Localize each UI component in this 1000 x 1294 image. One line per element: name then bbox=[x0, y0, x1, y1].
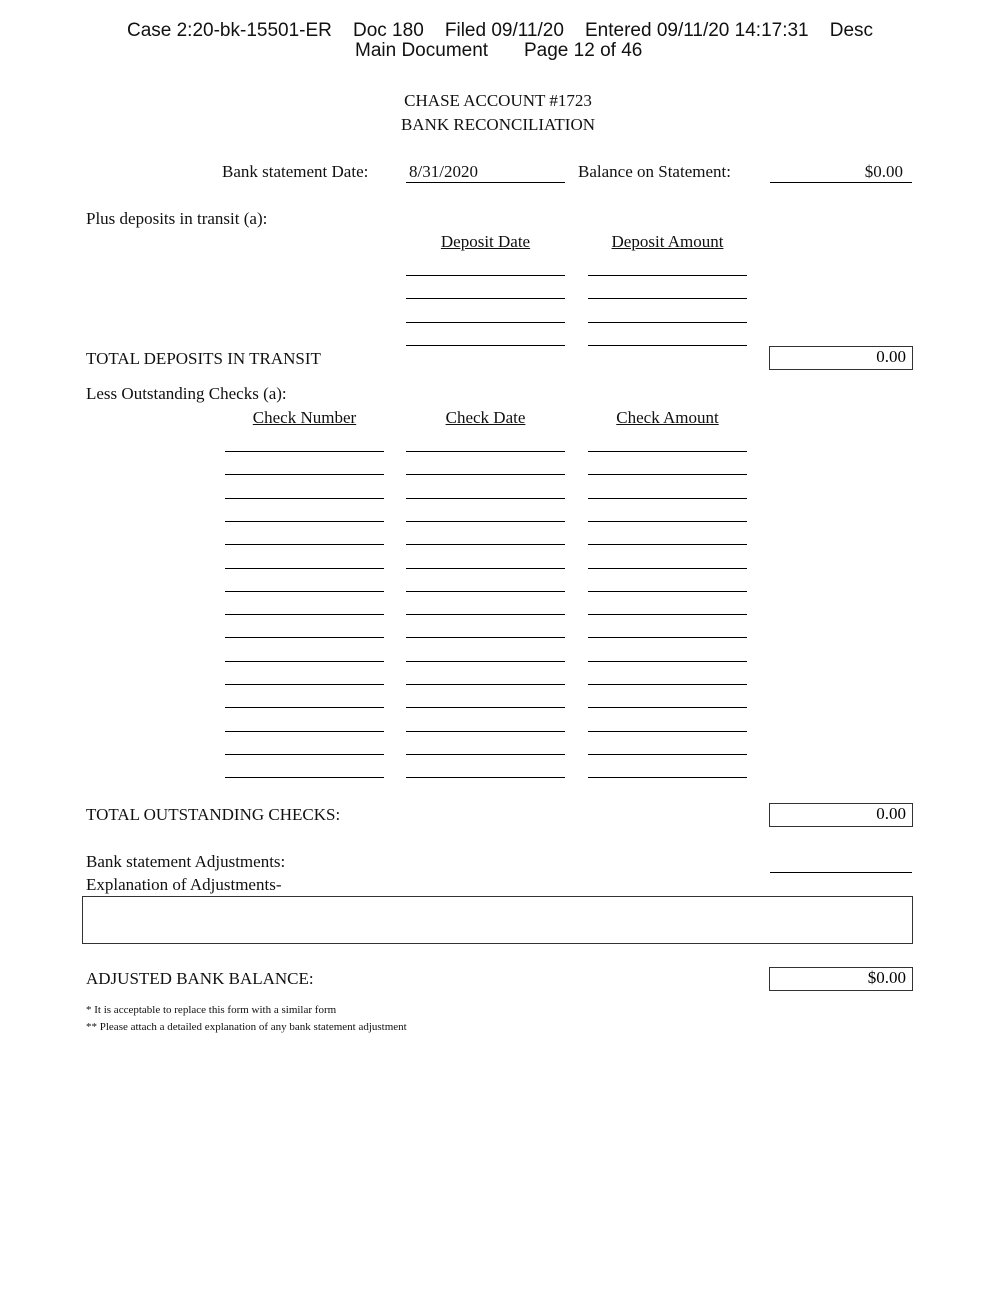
check-number-line bbox=[225, 707, 384, 708]
outstanding-checks-label: Less Outstanding Checks (a): bbox=[86, 384, 287, 403]
footnote-2: ** Please attach a detailed explanation of any bank statement adjustment bbox=[86, 1021, 407, 1033]
check-amount-header: Check Amount bbox=[616, 408, 719, 427]
deposit-amount-header: Deposit Amount bbox=[611, 232, 724, 251]
check-date-line bbox=[406, 731, 565, 732]
check-amount-line bbox=[588, 498, 747, 499]
check-date-line bbox=[406, 777, 565, 778]
check-amount-line bbox=[588, 754, 747, 755]
check-number-line bbox=[225, 754, 384, 755]
check-amount-line bbox=[588, 661, 747, 662]
check-date-line bbox=[406, 707, 565, 708]
adjustments-value-line bbox=[770, 872, 912, 873]
main-document-label: Main Document bbox=[355, 40, 489, 61]
check-number-line bbox=[225, 637, 384, 638]
account-title: CHASE ACCOUNT #1723 bbox=[404, 91, 592, 110]
check-amount-line bbox=[588, 521, 747, 522]
check-amount-line bbox=[588, 568, 747, 569]
check-date-line bbox=[406, 451, 565, 452]
check-date-line bbox=[406, 544, 565, 545]
balance-underline bbox=[770, 182, 912, 183]
check-number-line bbox=[225, 731, 384, 732]
check-number-header: Check Number bbox=[252, 408, 357, 427]
deposit-date-line bbox=[406, 275, 565, 276]
check-amount-line bbox=[588, 707, 747, 708]
deposit-date-line bbox=[406, 322, 565, 323]
check-number-line bbox=[225, 591, 384, 592]
check-amount-line bbox=[588, 684, 747, 685]
check-amount-line bbox=[588, 591, 747, 592]
check-date-line bbox=[406, 591, 565, 592]
check-amount-line bbox=[588, 614, 747, 615]
check-date-line bbox=[406, 684, 565, 685]
check-date-header: Check Date bbox=[445, 408, 526, 427]
check-amount-line bbox=[588, 451, 747, 452]
check-date-line bbox=[406, 474, 565, 475]
adjusted-bank-balance-label: ADJUSTED BANK BALANCE: bbox=[86, 969, 314, 988]
total-outstanding-checks-label: TOTAL OUTSTANDING CHECKS: bbox=[86, 805, 341, 824]
check-number-line bbox=[225, 544, 384, 545]
adjusted-bank-balance-value: $0.00 bbox=[769, 967, 913, 991]
deposit-amount-line bbox=[588, 298, 747, 299]
explanation-box[interactable] bbox=[82, 896, 913, 944]
check-date-line bbox=[406, 614, 565, 615]
deposit-date-header: Deposit Date bbox=[440, 232, 531, 251]
total-outstanding-checks-value: 0.00 bbox=[769, 803, 913, 827]
case-header-line: Case 2:20-bk-15501-ER Doc 180 Filed 09/11/20 Entered 09/11/20 14:17:31 Desc bbox=[126, 20, 874, 41]
check-number-line bbox=[225, 498, 384, 499]
balance-on-statement-label: Balance on Statement: bbox=[578, 162, 731, 181]
check-date-line bbox=[406, 568, 565, 569]
reconciliation-title: BANK RECONCILIATION bbox=[400, 115, 596, 134]
balance-on-statement-value: $0.00 bbox=[864, 162, 903, 181]
check-amount-line bbox=[588, 474, 747, 475]
check-number-line bbox=[225, 474, 384, 475]
check-amount-line bbox=[588, 544, 747, 545]
total-deposits-value: 0.00 bbox=[769, 346, 913, 370]
footnote-1: * It is acceptable to replace this form with a similar form bbox=[86, 1004, 337, 1016]
check-date-line bbox=[406, 661, 565, 662]
check-amount-line bbox=[588, 731, 747, 732]
check-number-line bbox=[225, 451, 384, 452]
deposit-amount-line bbox=[588, 275, 747, 276]
check-number-line bbox=[225, 777, 384, 778]
statement-date-underline bbox=[406, 182, 565, 183]
check-number-line bbox=[225, 614, 384, 615]
check-date-line bbox=[406, 498, 565, 499]
deposit-date-line bbox=[406, 345, 565, 346]
check-amount-line bbox=[588, 777, 747, 778]
total-deposits-label: TOTAL DEPOSITS IN TRANSIT bbox=[86, 349, 321, 368]
check-number-line bbox=[225, 521, 384, 522]
check-date-line bbox=[406, 521, 565, 522]
check-date-line bbox=[406, 754, 565, 755]
page-number: Page 12 of 46 bbox=[524, 40, 643, 61]
explanation-of-adjustments-label: Explanation of Adjustments- bbox=[86, 875, 282, 894]
deposits-in-transit-label: Plus deposits in transit (a): bbox=[86, 209, 268, 228]
check-number-line bbox=[225, 661, 384, 662]
statement-date-value: 8/31/2020 bbox=[409, 162, 478, 181]
bank-statement-adjustments-label: Bank statement Adjustments: bbox=[86, 852, 286, 871]
check-number-line bbox=[225, 568, 384, 569]
statement-date-label: Bank statement Date: bbox=[222, 162, 369, 181]
deposit-date-line bbox=[406, 298, 565, 299]
deposit-amount-line bbox=[588, 322, 747, 323]
deposit-amount-line bbox=[588, 345, 747, 346]
check-number-line bbox=[225, 684, 384, 685]
check-date-line bbox=[406, 637, 565, 638]
check-amount-line bbox=[588, 637, 747, 638]
